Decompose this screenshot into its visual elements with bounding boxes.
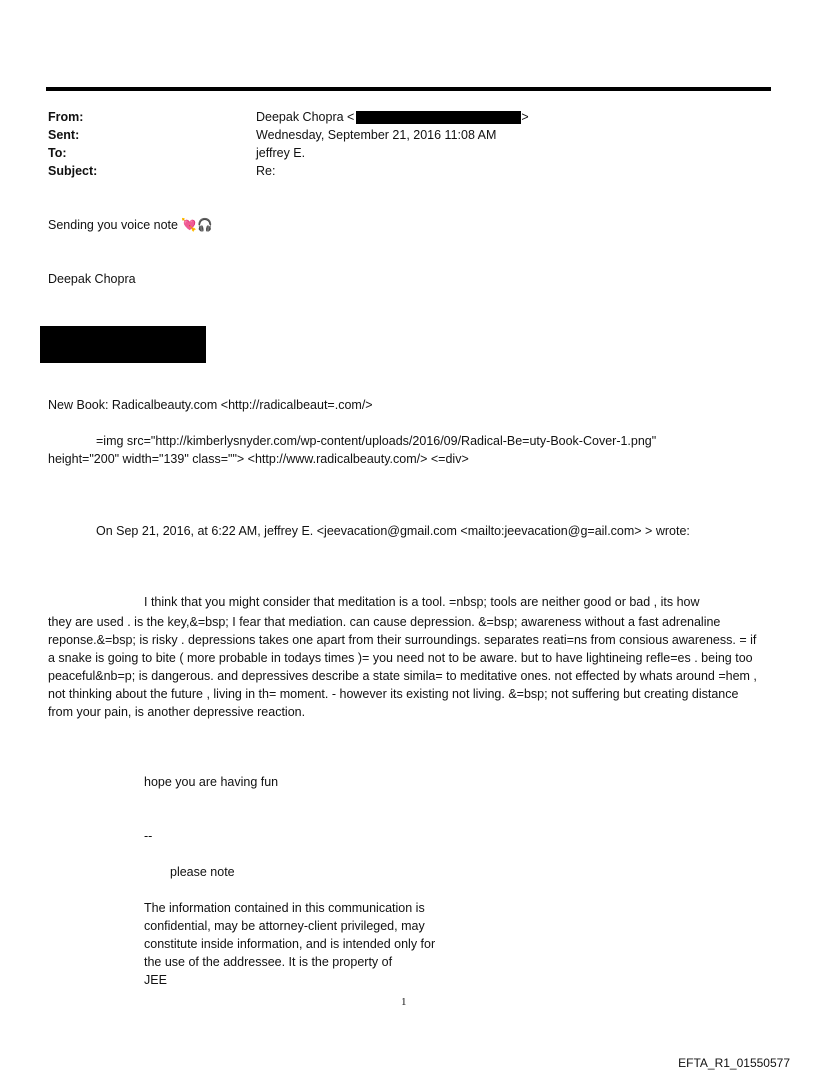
bates-number: EFTA_R1_01550577 [678,1056,790,1070]
from-value [256,108,529,126]
voice-note-line: Sending you voice note 💘🎧 [48,218,213,232]
hope-line: hope you are having fun [144,775,279,789]
redacted-email [356,111,521,124]
header-rule [46,87,771,91]
disclaimer-line: constitute inside information, and is intended only for [144,937,436,951]
img-line-2: height="200" width="139" class=""> <http://www.radicalbeauty.com/> <=div> [48,452,469,466]
to-label: To: [48,146,67,160]
sent-value: Wednesday, September 21, 2016 11:08 AM [256,128,497,142]
disclaimer-line: The information contained in this communication is [144,901,425,915]
redacted-block [40,326,206,363]
img-line-1: =img src="http://kimberlysnyder.com/wp-content/uploads/2016/09/Radical-Be=uty-Book-Cover-1.png" [96,434,657,448]
disclaimer-line: the use of the addressee. It is the property of [144,955,393,969]
new-book-line: New Book: Radicalbeauty.com <http://radicalbeaut=.com/> [48,398,373,412]
quote-header: On Sep 21, 2016, at 6:22 AM, jeffrey E. <jeevacation@gmail.com <mailto:jeevacation@g=ail.com> > wrote: [96,524,690,538]
disclaimer-line: JEE [144,973,167,987]
subject-value: Re: [256,164,276,178]
please-note: please note [170,865,235,879]
signature-dashes: -- [144,829,153,843]
signature-name: Deepak Chopra [48,272,136,286]
sent-label: Sent: [48,128,80,142]
to-value: jeffrey E. [256,146,306,160]
subject-label: Subject: [48,164,98,178]
quote-para-first-line: I think that you might consider that meditation is a tool. =nbsp; tools are neither good or bad , its how [144,595,700,609]
quote-para-body: they are used . is the key,&=bsp; I fear that mediation. can cause depression. &=bsp; awareness without a fast adrenaline reponse.&=bsp; is risky . depressions takes one apart from their surroundings. separates reati=ns from consious awareness. = if a snake is going to bite ( more probable in todays times )= you need not to be aware. but to have lightineing refle=es . being too peaceful&nb=p; is dangerous. and depressives describe a state simila= to meditative ones. not effected by whats around =hem , not thinking about the future , living in th= moment. - however its existing not living. &=bsp; not suffering but creating distance from your pain, is another depressive reaction. [48,615,757,719]
from-value-end: > [521,110,529,124]
disclaimer-line: confidential, may be attorney-client privileged, may [144,919,425,933]
disclaimer [144,899,435,989]
from-name: Deepak Chopra < [256,110,355,124]
from-label: From: [48,110,84,124]
page-number: 1 [401,996,407,1008]
